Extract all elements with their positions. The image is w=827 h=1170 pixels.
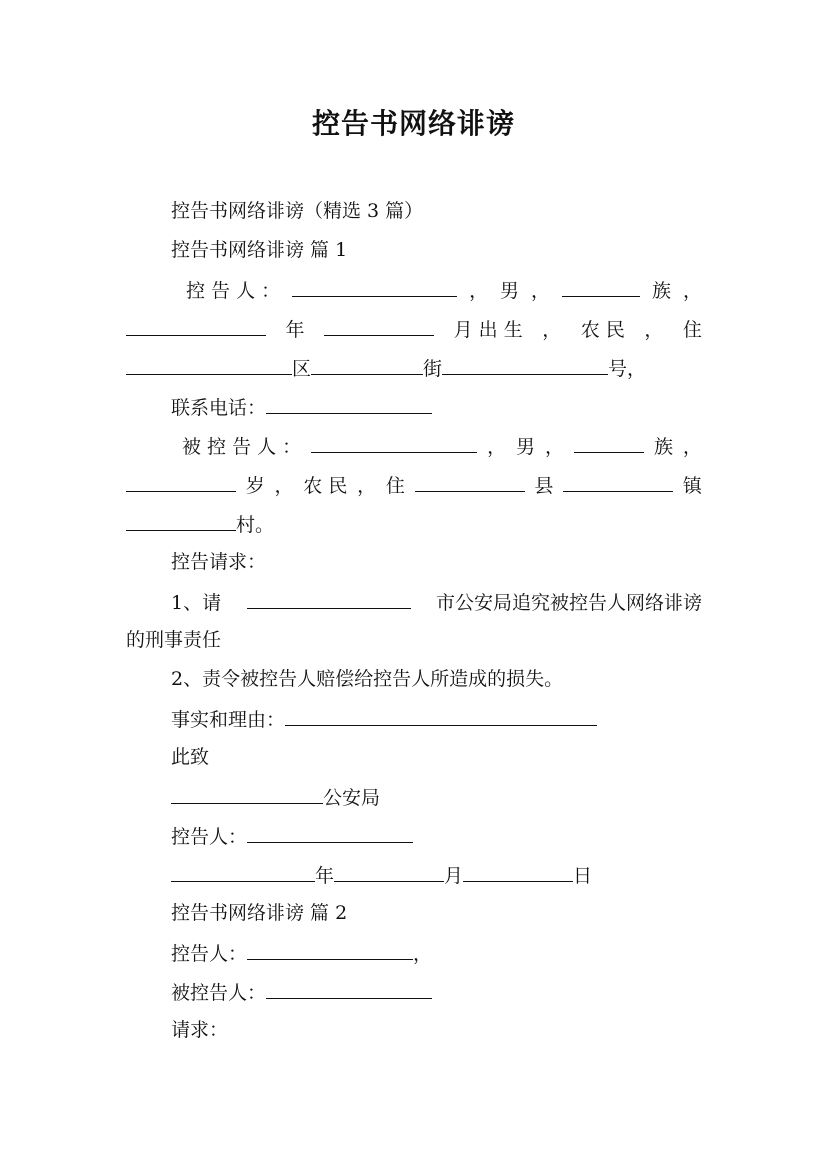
accused-age-blank [126,471,236,492]
date-day-blank [463,861,573,882]
street-blank [442,354,608,375]
county-blank [415,471,525,492]
police-line [171,783,702,811]
occupation-text: 农 民 [303,475,348,497]
police-text: 公安局 [323,787,381,809]
date-month-blank [334,861,444,882]
request-1-prefix: 1、请 [171,592,222,614]
comma: ， [682,436,702,458]
accused-line-3 [126,510,702,538]
signer-label: 控告人： [171,826,248,848]
requests-label: 控告请求： [171,551,267,573]
comma: ， [531,280,551,302]
town-blank [563,471,673,492]
subtitle: 控告书网络诽谤（精选 3 篇） [171,200,424,222]
facts-blank [285,705,597,726]
comma: ， [682,280,702,302]
request-1-line [171,588,702,616]
date-year-text: 年 [315,865,335,887]
part2-accused-blank [266,978,432,999]
signer-line [171,822,702,850]
occupation-text: 农 民 [580,319,625,341]
comma: ， [274,475,294,497]
part2-complainant-line [171,939,702,967]
accused-ethnicity-blank [574,432,644,453]
part2-complainant-label: 控告人： [171,943,248,965]
number-text: 号， [608,358,647,380]
date-day-text: 日 [573,865,593,887]
village-blank [126,510,236,531]
county-text: 县 [534,475,554,497]
phone-blank [266,393,432,414]
comma: ， [644,319,664,341]
facts-line [171,705,702,733]
request-1-text: 市公安局追究被控告人网络诽谤 [435,592,702,614]
complainant-line-1 [186,276,702,304]
document-title: 控告书网络诽谤 [311,107,515,140]
part2-request-label: 请求： [171,1019,229,1041]
residence-text: 住 [682,319,702,341]
phone-line [171,393,702,421]
police-station-blank [171,783,323,804]
facts-label: 事实和理由： [171,709,286,731]
birth-month-blank [324,315,434,336]
town-text: 镇 [682,475,702,497]
complainant-line-3 [126,354,702,382]
district-text: 区 [292,358,312,380]
district-blank [311,354,423,375]
date-year-blank [171,861,315,882]
comma: ， [487,436,507,458]
birth-year-blank [126,315,266,336]
closing: 此致 [171,746,210,768]
year-text: 年 [285,319,305,341]
accused-label: 被 控 告 人 ： [182,436,302,458]
age-text: 岁 [245,475,265,497]
phone-label: 联系电话： [171,397,267,419]
accused-line-1 [182,432,702,460]
comma: ， [545,436,565,458]
request-2: 2、责令被控告人赔偿给控告人所造成的损失。 [171,668,564,690]
gender-text: 男 [500,280,520,302]
ethnicity-blank [562,276,640,297]
residence-text: 住 [385,475,405,497]
accused-line-2 [126,471,702,499]
complainant-name-blank [292,276,457,297]
comma: ， [357,475,377,497]
signer-blank [247,822,413,843]
part2-accused-line [171,978,702,1006]
part2-complainant-blank [247,939,413,960]
gender-text: 男 [516,436,536,458]
complainant-line-2 [126,315,702,343]
born-text: 月 出 生 [453,319,523,341]
part2-accused-label: 被控告人： [171,982,267,1004]
date-month-text: 月 [444,865,464,887]
request-1-cont: 的刑事责任 [126,629,222,651]
part2-heading: 控告书网络诽谤 篇 2 [171,902,348,924]
street-text: 街 [423,358,443,380]
date-line [171,861,702,889]
complainant-label: 控 告 人 ： [186,280,281,302]
ethnicity-text: 族 [653,436,673,458]
address-blank [126,354,292,375]
comma: ， [542,319,562,341]
police-city-blank [247,588,411,609]
village-text: 村。 [236,514,275,536]
comma: ， [469,280,489,302]
part1-heading: 控告书网络诽谤 篇 1 [171,239,348,261]
comma: ， [413,943,433,965]
ethnicity-text: 族 [651,280,671,302]
accused-name-blank [311,432,477,453]
